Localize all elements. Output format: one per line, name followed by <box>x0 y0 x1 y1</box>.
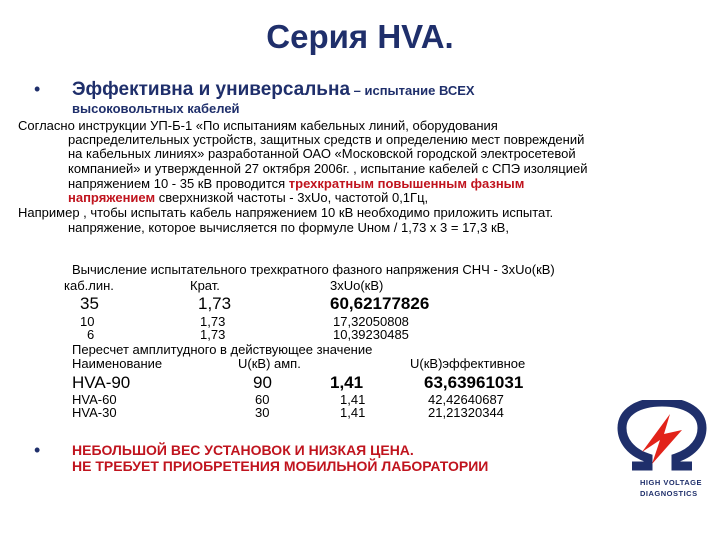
calc-col3-head: 3хUо(кВ) <box>330 278 384 293</box>
model-row1-eff: 63,63961031 <box>424 373 524 392</box>
calc-row1-factor: 1,73 <box>198 294 232 313</box>
model-row1-name: HVA-90 <box>72 373 131 392</box>
model-row1-amp: 90 <box>253 373 272 392</box>
model-row3-eff: 21,21320344 <box>428 405 504 420</box>
calc-recalc-label: Пересчет амплитудного в действующее значение <box>72 342 373 357</box>
omega-lightning-logo-icon <box>612 400 712 472</box>
para2-line1: Например , чтобы испытать кабель напряжением 10 кВ необходимо приложить испытат. <box>18 205 554 220</box>
calc-heading: Вычисление испытательного трехкратного фазного напряжения СНЧ - 3хUо(кВ) <box>72 262 555 277</box>
bullet2-line1: НЕБОЛЬШОЙ ВЕС УСТАНОВОК И НИЗКАЯ ЦЕНА. <box>72 442 414 458</box>
calc-row2-result: 17,32050808 <box>333 314 409 329</box>
bullet1-head: Эффективна и универсальна <box>72 79 351 100</box>
calc-row2-cable: 10 <box>80 314 95 329</box>
model-row2-factor: 1,41 <box>340 392 366 407</box>
calc-row3-result: 10,39230485 <box>333 327 409 342</box>
para2-line2: напряжение, которое вычисляется по формуле Uном / 1,73 х 3 = 17,3 кВ, <box>68 220 509 235</box>
para1-line6 <box>68 191 428 205</box>
logo-text-line1: HIGH VOLTAGE <box>640 478 702 487</box>
para1-line5-text: напряжением 10 - 35 кВ проводится <box>68 176 289 191</box>
bullet1-sub: высоковольтных кабелей <box>72 101 240 116</box>
calc-eff-head: U(кВ)эффективное <box>410 356 526 371</box>
calc-amp-head: U(кВ) амп. <box>238 356 301 371</box>
bullet-icon: • <box>34 79 41 99</box>
model-row2-eff: 42,42640687 <box>428 392 504 407</box>
calc-row3-factor: 1,73 <box>200 327 226 342</box>
model-row2-amp: 60 <box>255 392 270 407</box>
bullet2-line2: НЕ ТРЕБУЕТ ПРИОБРЕТЕНИЯ МОБИЛЬНОЙ ЛАБОРАТОРИИ <box>72 458 489 474</box>
para1-highlight-2: напряжением <box>68 190 156 205</box>
para1-line2: распределительных устройств, защитных средств и определению мест повреждений <box>68 132 585 147</box>
para1-line3: на кабельных линиях» разработанной ОАО «Московской городской электросетевой <box>68 146 576 161</box>
calc-row1-cable: 35 <box>80 294 99 313</box>
para1-line6-text: сверхнизкой частоты - 3хUо, частотой 0,1Гц, <box>155 190 429 205</box>
logo-text-line2: DIAGNOSTICS <box>640 489 698 498</box>
calc-row3-cable: 6 <box>87 327 95 342</box>
model-row1-factor: 1,41 <box>330 373 364 392</box>
model-row2-name: HVA-60 <box>72 392 117 407</box>
model-row3-amp: 30 <box>255 405 270 420</box>
calc-row2-factor: 1,73 <box>200 314 226 329</box>
calc-name-head: Наименование <box>72 356 163 371</box>
bullet-icon-2: • <box>34 440 41 460</box>
para1-line4: компанией» и утвержденной 27 октября 2006г. , испытание кабелей с СПЭ изоляцией <box>68 161 588 176</box>
model-row3-factor: 1,41 <box>340 405 366 420</box>
bullet1-headline <box>72 79 475 101</box>
para1-highlight: трехкратным повышенным фазным <box>288 176 525 191</box>
para1-line1: Согласно инструкции УП-Б-1 «По испытаниям кабельных линий, оборудования <box>18 118 498 133</box>
model-row3-name: HVA-30 <box>72 405 117 420</box>
calc-col1-head: каб.лин. <box>64 278 114 293</box>
bullet1-tail: – испытание ВСЕХ <box>350 83 475 98</box>
calc-row1-result: 60,62177826 <box>330 294 430 313</box>
calc-col2-head: Крат. <box>190 278 220 293</box>
page-title: Серия HVA. <box>266 18 454 55</box>
